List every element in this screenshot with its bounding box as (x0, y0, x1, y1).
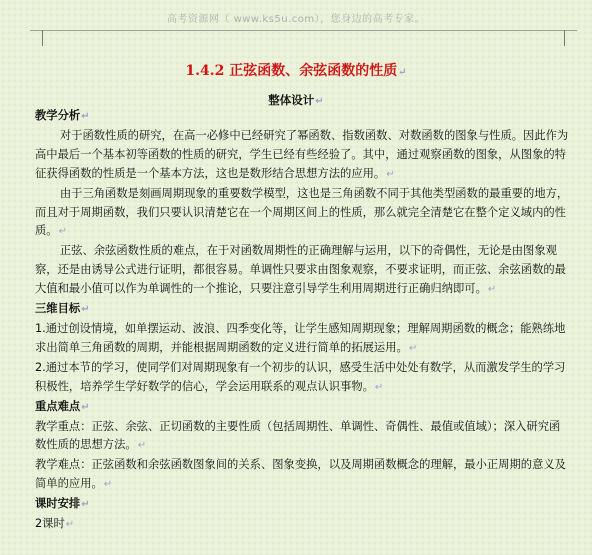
key-focus: 教学重点：正弦、余弦、正切函数的主要性质（包括周期性、单调性、奇偶性、最值或值域）；深入研究函数性质的思想方法。↵ (35, 419, 561, 452)
analysis-paragraph-1: 对于函数性质的研究，在高一必修中已经研究了幂函数、指数函数、对数函数的图象与性质。因此作为高中最后一个基本初等函数的性质的研究，学生已经有些经验了。其中，通过观察函数的图象，从图象的特征获得函数的性质是一个基本方法，这也是数形结合思想方法的应用。↵ (35, 128, 569, 180)
section-heading-analysis: 教学分析↵ (35, 109, 90, 122)
goal-item-1: 1.通过创设情境，如单摆运动、波浪、四季变化等，让学生感知周期现象；理解周期函数的概念；能熟练地求出简单三角函数的周期，并能根据周期函数的定义进行简单的拓展运用。↵ (35, 321, 566, 354)
document-title: 1.4.2 正弦函数、余弦函数的性质↵ (185, 63, 407, 79)
goal-item-2: 2.通过本节的学习，使同学们对周期现象有一个初步的认识，感受生活中处处有数学，从而激发学生的学习积极性，培养学生学好数学的信心，学会运用联系的观点认识事物。↵ (35, 360, 566, 393)
margin-corner-right (564, 30, 577, 46)
schedule-value: 2课时↵ (35, 517, 75, 531)
key-difficulty: 教学难点：正弦函数和余弦函数图象间的关系、图象变换，以及周期函数概念的理解，最小正周期的意义及简单的应用。↵ (35, 458, 566, 491)
paragraph-mark: ↵ (315, 96, 324, 107)
document-subtitle: 整体设计↵ (268, 93, 324, 107)
analysis-paragraph-3: 正弦、余弦函数性质的难点，在于对函数周期性的正确理解与运用，以下的奇偶性，无论是由图象观察，还是由诱导公式进行证明，都很容易。单调性只要求由图象观察，不要求证明，而正弦、余弦函数的最大值和最小值可以作为单调性的一个推论，只要注意引导学生利用周期进行正确归纳即可。↵ (35, 244, 566, 296)
margin-corner-left (30, 30, 43, 46)
document-body (35, 107, 570, 535)
analysis-paragraph-2: 由于三角函数是刻画周期现象的重要数学模型，这也是三角函数不同于其他类型函数的最重要的地方，而且对于周期函数，我们只要认识清楚它在一个周期区间上的性质，那么就完全清楚它在整个定义域内的性质。↵ (35, 186, 569, 238)
section-heading-schedule: 课时安排↵ (35, 497, 90, 511)
header-divider (30, 30, 577, 31)
section-heading-goals: 三维目标↵ (35, 302, 90, 316)
section-heading-key-points: 重点难点↵ (35, 399, 90, 413)
paragraph-mark: ↵ (398, 67, 407, 78)
header-note: 高考资源网（ www.ks5u.com），您身边的高考专家。 (166, 14, 426, 25)
